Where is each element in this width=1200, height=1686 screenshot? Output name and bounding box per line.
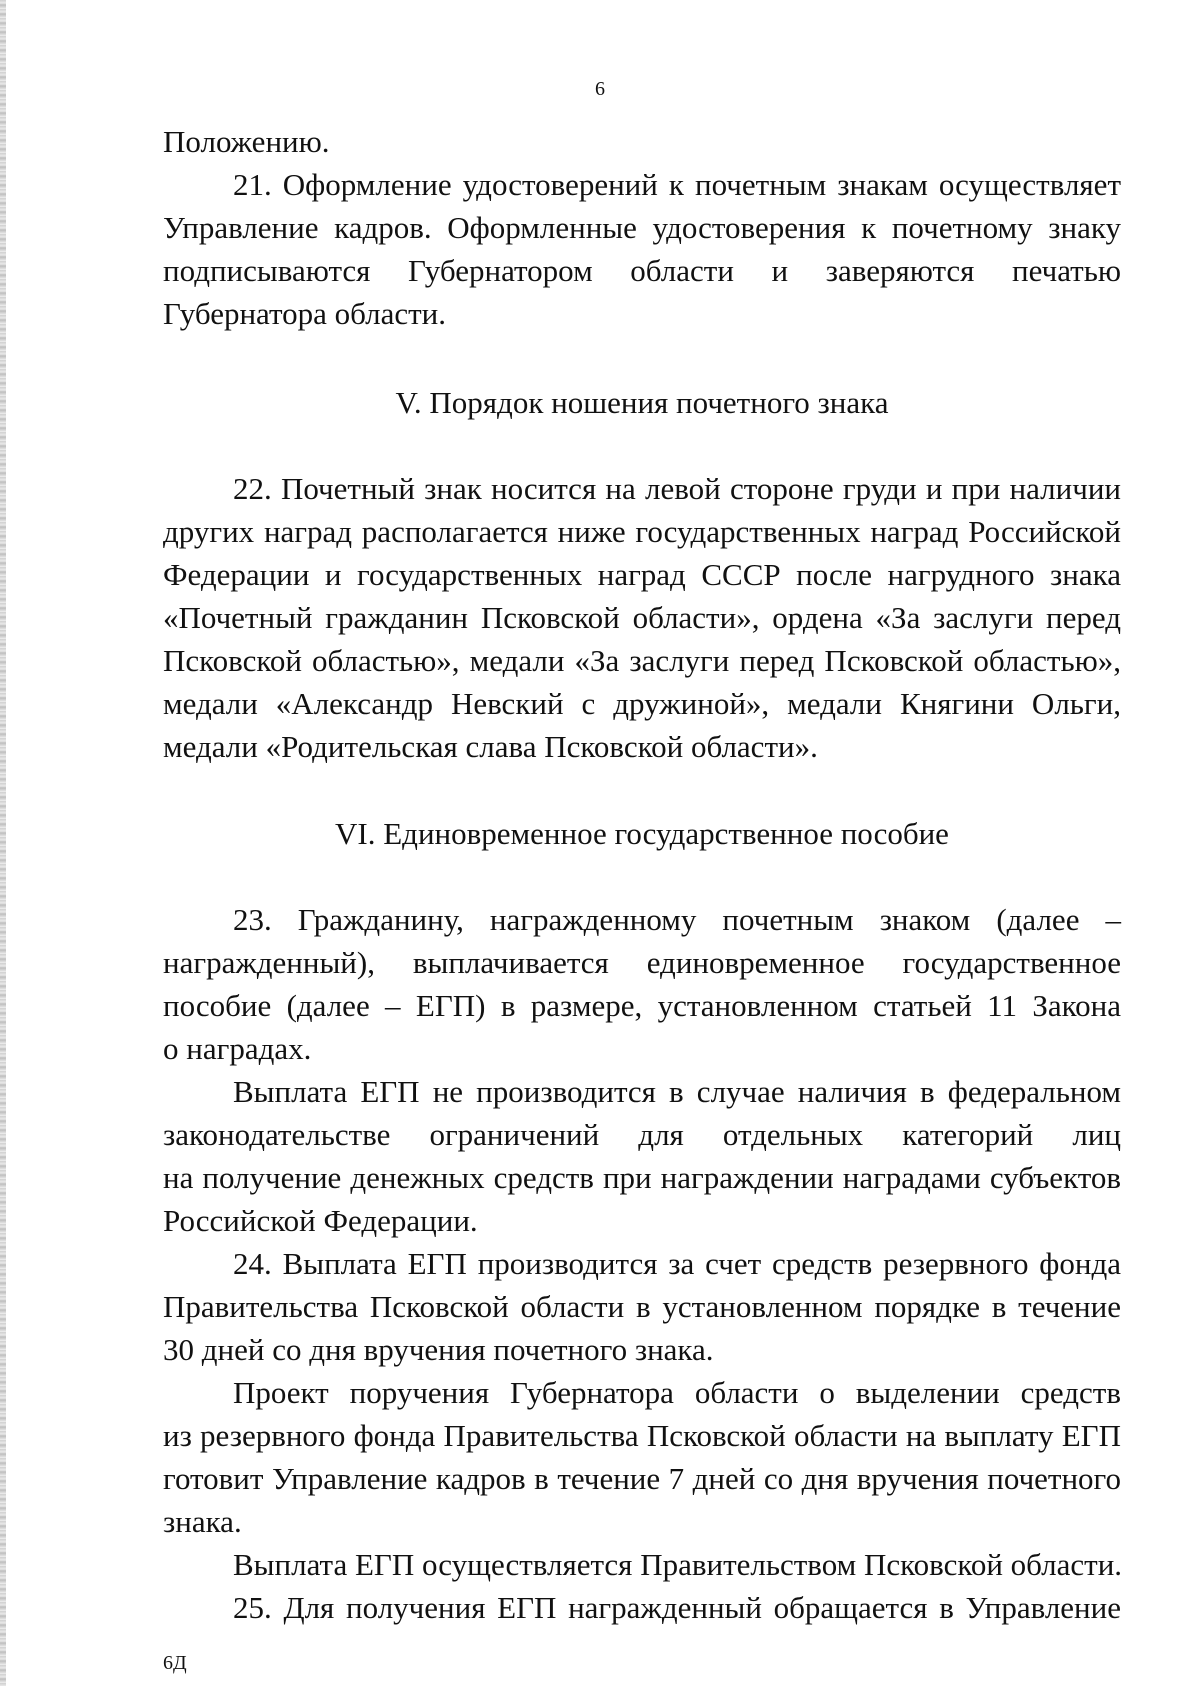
text-line: из резервного фонда Правительства Псковской области на выплату ЕГП <box>163 1418 1121 1453</box>
paragraph-continuation <box>163 120 1121 163</box>
text-line: Выплата ЕГП не производится в случае наличия в федеральном <box>233 1074 1121 1109</box>
text-line: 24. Выплата ЕГП производится за счет средств резервного фонда <box>233 1246 1121 1281</box>
scan-edge <box>0 0 6 1686</box>
text-line: «Почетный гражданин Псковской области», ордена «За заслуги перед <box>163 600 1121 635</box>
text-line: на получение денежных средств при награждении наградами субъектов <box>163 1160 1121 1195</box>
text-line: Псковской областью», медали «За заслуги перед Псковской областью», <box>163 643 1121 678</box>
page-number: 6 <box>595 78 605 100</box>
text-line: Губернатора области. <box>163 296 447 331</box>
text-line: других наград располагается ниже государственных наград Российской <box>163 514 1121 549</box>
paragraph-item-24-2 <box>163 1371 1121 1543</box>
section-heading-vi: VI. Единовременное государственное пособие <box>335 816 949 851</box>
text-line: Федерации и государственных наград СССР после нагрудного знака <box>163 557 1121 592</box>
paragraph-item-23 <box>163 898 1121 1070</box>
paragraph-item-22 <box>163 467 1121 768</box>
section-heading-v: V. Порядок ношения почетного знака <box>395 385 889 420</box>
text-line: 25. Для получения ЕГП награжденный обращается в Управление <box>233 1590 1121 1625</box>
text-line: 30 дней со дня вручения почетного знака. <box>163 1332 714 1367</box>
text-line: готовит Управление кадров в течение 7 дней со дня вручения почетного <box>163 1461 1121 1496</box>
text-line: подписываются Губернатором области и заверяются печатью <box>163 253 1121 288</box>
text-line: пособие (далее – ЕГП) в размере, установленном статьей 11 Закона <box>163 988 1121 1023</box>
text-line: о наградах. <box>163 1031 312 1066</box>
text-line: Выплата ЕГП осуществляется Правительством Псковской области. <box>233 1547 1123 1582</box>
text-line: 23. Гражданину, награжденному почетным знаком (далее – <box>233 902 1121 937</box>
text-line: 21. Оформление удостоверений к почетным знакам осуществляет <box>233 167 1121 202</box>
paragraph-item-23-2 <box>163 1070 1121 1242</box>
text-line: Управление кадров. Оформленные удостоверения к почетному знаку <box>163 210 1121 245</box>
text-line: медали «Родительская слава Псковской области». <box>163 729 818 764</box>
footer-code: 6Д <box>163 1652 187 1674</box>
text-line: законодательстве ограничений для отдельных категорий лиц <box>163 1117 1121 1152</box>
paragraph-item-24-3 <box>163 1543 1121 1586</box>
text-line: медали «Александр Невский с дружиной», медали Княгини Ольги, <box>163 686 1121 721</box>
text-line: 22. Почетный знак носится на левой стороне груди и при наличии <box>233 471 1121 506</box>
text-line: награжденный), выплачивается единовременное государственное <box>163 945 1121 980</box>
text-line: Положению. <box>163 124 330 159</box>
text-line: Проект поручения Губернатора области о выделении средств <box>233 1375 1121 1410</box>
paragraph-item-25 <box>163 1586 1121 1629</box>
text-line: Правительства Псковской области в установленном порядке в течение <box>163 1289 1121 1324</box>
text-line: Российской Федерации. <box>163 1203 478 1238</box>
paragraph-item-24 <box>163 1242 1121 1371</box>
paragraph-item-21 <box>163 163 1121 335</box>
text-line: знака. <box>163 1504 242 1539</box>
